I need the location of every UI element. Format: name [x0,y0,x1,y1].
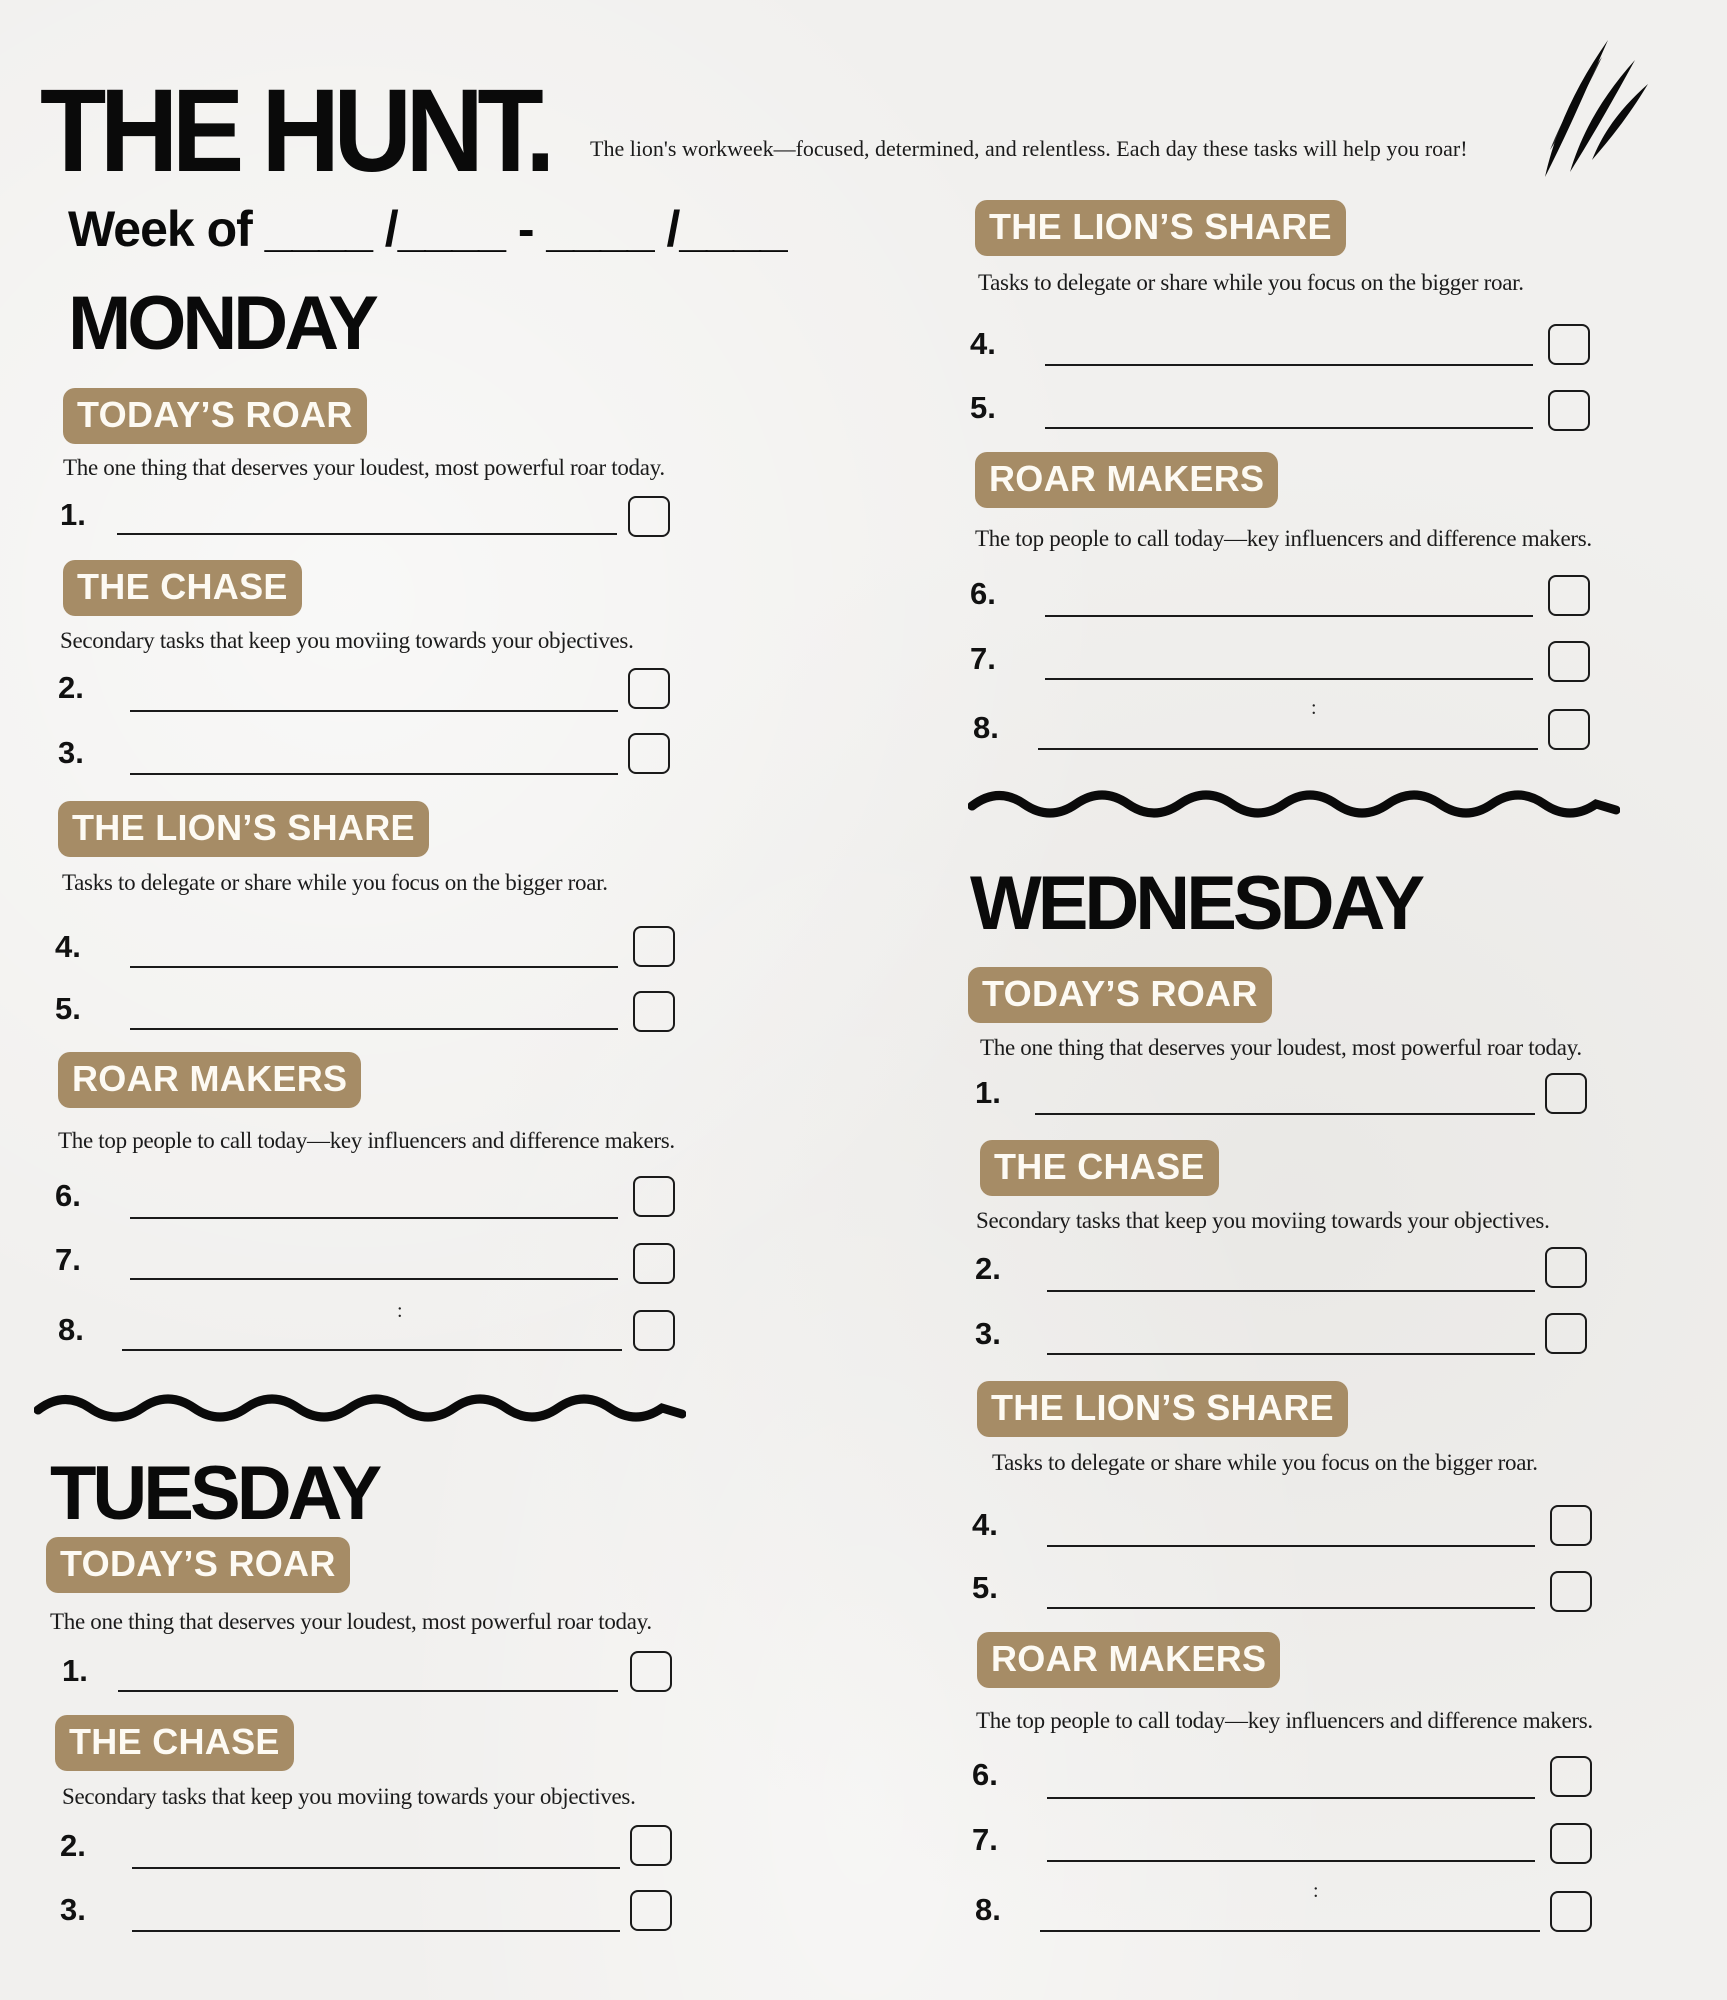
section-desc-the-chase: Secondary tasks that keep you moviing towards your objectives. [60,628,634,653]
stray-mark: : [1313,1880,1319,1902]
item-number: 1. [60,497,86,532]
task-checkbox[interactable] [633,1176,675,1217]
section-label-roar-makers: ROAR MAKERS [975,452,1278,508]
item-number: 1. [975,1075,1001,1110]
task-line[interactable] [122,1349,622,1351]
item-number: 5. [972,1570,998,1605]
task-line[interactable] [1047,1607,1535,1609]
section-label-the-chase: THE CHASE [63,560,302,616]
day-heading-wednesday: WEDNESDAY [970,861,1422,946]
section-desc-lions-share: Tasks to delegate or share while you focus on the bigger roar. [978,270,1524,295]
section-label-todays-roar: TODAY’S ROAR [46,1537,350,1593]
task-checkbox[interactable] [1550,1823,1592,1864]
section-label-lions-share: THE LION’S SHARE [977,1381,1348,1437]
section-desc-lions-share: Tasks to delegate or share while you focus on the bigger roar. [992,1450,1538,1475]
task-checkbox[interactable] [630,1651,672,1692]
task-checkbox[interactable] [1550,1756,1592,1797]
section-label-the-chase: THE CHASE [55,1715,294,1771]
task-checkbox[interactable] [1548,575,1590,616]
stray-mark: : [1311,697,1317,719]
section-label-the-chase: THE CHASE [980,1140,1219,1196]
item-number: 6. [970,576,996,611]
week-of-field[interactable]: Week of ____ /____ - ____ /____ [68,201,787,257]
item-number: 8. [973,710,999,745]
section-desc-roar-makers: The top people to call today—key influencers and difference makers. [975,526,1592,551]
task-checkbox[interactable] [628,496,670,537]
item-number: 3. [975,1316,1001,1351]
section-desc-lions-share: Tasks to delegate or share while you focus on the bigger roar. [62,870,608,895]
item-number: 4. [970,326,996,361]
task-line[interactable] [1047,1860,1535,1862]
task-checkbox[interactable] [1548,324,1590,365]
item-number: 3. [58,735,84,770]
section-label-roar-makers: ROAR MAKERS [58,1052,361,1108]
section-desc-roar-makers: The top people to call today—key influencers and difference makers. [976,1708,1593,1733]
section-label-todays-roar: TODAY’S ROAR [63,388,367,444]
section-desc-todays-roar: The one thing that deserves your loudest, most powerful roar today. [63,455,665,480]
task-checkbox[interactable] [1545,1073,1587,1114]
page-title: THE HUNT. [40,65,549,197]
task-line[interactable] [1038,748,1538,750]
task-line[interactable] [1047,1353,1535,1355]
item-number: 4. [972,1507,998,1542]
task-line[interactable] [132,1867,620,1869]
item-number: 7. [972,1822,998,1857]
task-line[interactable] [130,773,618,775]
task-checkbox[interactable] [1550,1505,1592,1546]
item-number: 3. [60,1892,86,1927]
item-number: 5. [970,390,996,425]
task-checkbox[interactable] [1550,1891,1592,1932]
task-checkbox[interactable] [1550,1571,1592,1612]
tagline: The lion's workweek—focused, determined, and relentless. Each day these tasks will help you roar! [590,136,1468,161]
item-number: 8. [975,1892,1001,1927]
task-line[interactable] [1045,678,1533,680]
section-desc-roar-makers: The top people to call today—key influencers and difference makers. [58,1128,675,1153]
section-label-todays-roar: TODAY’S ROAR [968,967,1272,1023]
task-line[interactable] [130,1028,618,1030]
task-line[interactable] [130,966,618,968]
task-checkbox[interactable] [628,733,670,774]
item-number: 7. [970,641,996,676]
task-checkbox[interactable] [1545,1313,1587,1354]
task-line[interactable] [132,1930,620,1932]
section-desc-todays-roar: The one thing that deserves your loudest, most powerful roar today. [50,1609,652,1634]
task-checkbox[interactable] [633,991,675,1032]
wavy-divider [34,1390,686,1426]
item-number: 5. [55,991,81,1026]
section-desc-the-chase: Secondary tasks that keep you moviing towards your objectives. [62,1784,636,1809]
task-line[interactable] [130,1217,618,1219]
task-checkbox[interactable] [633,926,675,967]
claw-marks-icon [1530,32,1660,182]
wavy-divider [968,786,1620,822]
section-label-lions-share: THE LION’S SHARE [58,801,429,857]
task-checkbox[interactable] [633,1243,675,1284]
item-number: 2. [60,1828,86,1863]
task-checkbox[interactable] [630,1890,672,1931]
item-number: 6. [55,1178,81,1213]
task-line[interactable] [1045,615,1533,617]
task-line[interactable] [1045,364,1533,366]
task-checkbox[interactable] [1548,709,1590,750]
task-line[interactable] [118,1690,618,1692]
section-desc-todays-roar: The one thing that deserves your loudest, most powerful roar today. [980,1035,1582,1060]
task-checkbox[interactable] [628,668,670,709]
item-number: 8. [58,1312,84,1347]
task-line[interactable] [1047,1545,1535,1547]
task-checkbox[interactable] [1548,641,1590,682]
task-line[interactable] [1035,1113,1535,1115]
item-number: 6. [972,1757,998,1792]
task-line[interactable] [1040,1930,1540,1932]
task-line[interactable] [1047,1797,1535,1799]
item-number: 4. [55,929,81,964]
task-line[interactable] [1045,427,1533,429]
task-line[interactable] [130,710,618,712]
stray-mark: : [397,1300,403,1322]
task-checkbox[interactable] [633,1310,675,1351]
task-checkbox[interactable] [1545,1247,1587,1288]
task-checkbox[interactable] [630,1825,672,1866]
task-checkbox[interactable] [1548,390,1590,431]
task-line[interactable] [1047,1290,1535,1292]
task-line[interactable] [117,533,617,535]
section-label-lions-share: THE LION’S SHARE [975,200,1346,256]
section-desc-the-chase: Secondary tasks that keep you moviing towards your objectives. [976,1208,1550,1233]
day-heading-monday: MONDAY [68,281,375,366]
section-label-roar-makers: ROAR MAKERS [977,1632,1280,1688]
item-number: 2. [58,670,84,705]
item-number: 1. [62,1653,88,1688]
item-number: 2. [975,1251,1001,1286]
item-number: 7. [55,1242,81,1277]
day-heading-tuesday: TUESDAY [50,1451,379,1536]
task-line[interactable] [130,1278,618,1280]
